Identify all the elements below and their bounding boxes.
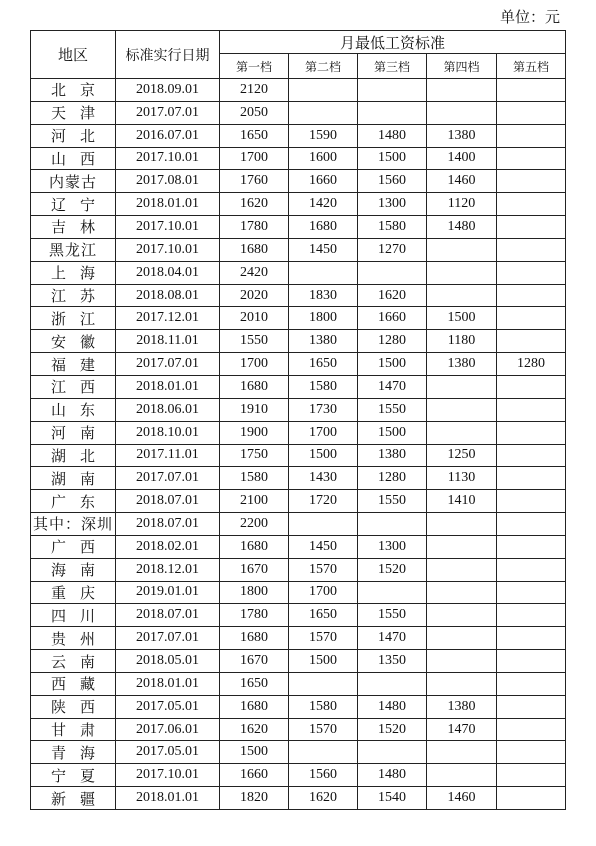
- tier-2-cell: 1650: [289, 604, 358, 627]
- tier-4-cell: [427, 238, 497, 261]
- table-row: [31, 238, 566, 261]
- tier-5-cell: [497, 604, 566, 627]
- table-row: [31, 147, 566, 170]
- tier-4-cell: 1400: [427, 147, 497, 170]
- tier-3-cell: [358, 513, 427, 536]
- tier-1-cell: 1680: [220, 375, 289, 398]
- tier-3-cell: [358, 79, 427, 102]
- tier-1-cell: 1620: [220, 718, 289, 741]
- tier-3-cell: 1620: [358, 284, 427, 307]
- tier-2-cell: 1650: [289, 353, 358, 376]
- tier-5-cell: [497, 741, 566, 764]
- region-cell: 新疆: [31, 787, 116, 810]
- tier-1-cell: 1650: [220, 672, 289, 695]
- region-cell: 安徽: [31, 330, 116, 353]
- tier-3-cell: 1480: [358, 124, 427, 147]
- tier-2-cell: [289, 101, 358, 124]
- table-row: [31, 764, 566, 787]
- tier-3-cell: 1480: [358, 764, 427, 787]
- header-date: 标准实行日期: [116, 31, 220, 79]
- tier-1-cell: 1660: [220, 764, 289, 787]
- date-cell: 2017.08.01: [116, 170, 220, 193]
- tier-2-cell: 1570: [289, 558, 358, 581]
- tier-5-cell: [497, 375, 566, 398]
- tier-3-cell: 1500: [358, 353, 427, 376]
- date-cell: 2017.10.01: [116, 147, 220, 170]
- table-row: [31, 101, 566, 124]
- tier-3-cell: 1550: [358, 604, 427, 627]
- region-cell: 浙江: [31, 307, 116, 330]
- tier-5-cell: [497, 581, 566, 604]
- tier-2-cell: 1450: [289, 535, 358, 558]
- tier-4-cell: [427, 627, 497, 650]
- table-row: [31, 650, 566, 673]
- tier-5-cell: [497, 444, 566, 467]
- tier-2-cell: [289, 261, 358, 284]
- tier-3-cell: 1500: [358, 147, 427, 170]
- date-cell: 2017.12.01: [116, 307, 220, 330]
- tier-4-cell: 1130: [427, 467, 497, 490]
- header-tier-3: 第三档: [358, 54, 427, 79]
- region-cell: 上海: [31, 261, 116, 284]
- date-cell: 2017.07.01: [116, 627, 220, 650]
- date-cell: 2017.07.01: [116, 467, 220, 490]
- tier-2-cell: [289, 741, 358, 764]
- tier-2-cell: 1620: [289, 787, 358, 810]
- tier-1-cell: 1700: [220, 147, 289, 170]
- tier-2-cell: 1500: [289, 650, 358, 673]
- table-row: [31, 558, 566, 581]
- date-cell: 2017.10.01: [116, 216, 220, 239]
- tier-5-cell: [497, 490, 566, 513]
- table-row: [31, 444, 566, 467]
- tier-2-cell: 1380: [289, 330, 358, 353]
- tier-2-cell: 1700: [289, 421, 358, 444]
- tier-4-cell: 1460: [427, 787, 497, 810]
- tier-3-cell: 1470: [358, 627, 427, 650]
- region-cell: 重庆: [31, 581, 116, 604]
- date-cell: 2017.11.01: [116, 444, 220, 467]
- tier-5-cell: [497, 695, 566, 718]
- tier-3-cell: 1560: [358, 170, 427, 193]
- region-cell: 宁夏: [31, 764, 116, 787]
- tier-5-cell: 1280: [497, 353, 566, 376]
- tier-5-cell: [497, 193, 566, 216]
- region-cell: 贵州: [31, 627, 116, 650]
- tier-3-cell: [358, 741, 427, 764]
- tier-5-cell: [497, 307, 566, 330]
- tier-2-cell: [289, 513, 358, 536]
- region-cell: 广东: [31, 490, 116, 513]
- tier-2-cell: 1450: [289, 238, 358, 261]
- tier-3-cell: 1280: [358, 330, 427, 353]
- tier-5-cell: [497, 535, 566, 558]
- tier-3-cell: 1280: [358, 467, 427, 490]
- tier-5-cell: [497, 330, 566, 353]
- tier-2-cell: 1420: [289, 193, 358, 216]
- table-row: [31, 421, 566, 444]
- tier-4-cell: 1380: [427, 695, 497, 718]
- region-cell: 辽宁: [31, 193, 116, 216]
- date-cell: 2018.12.01: [116, 558, 220, 581]
- tier-5-cell: [497, 513, 566, 536]
- tier-3-cell: 1580: [358, 216, 427, 239]
- tier-2-cell: 1730: [289, 398, 358, 421]
- date-cell: 2016.07.01: [116, 124, 220, 147]
- tier-3-cell: 1480: [358, 695, 427, 718]
- tier-1-cell: 1550: [220, 330, 289, 353]
- tier-4-cell: [427, 79, 497, 102]
- tier-1-cell: 1750: [220, 444, 289, 467]
- tier-1-cell: 2100: [220, 490, 289, 513]
- date-cell: 2017.07.01: [116, 353, 220, 376]
- table-row: [31, 604, 566, 627]
- tier-4-cell: 1180: [427, 330, 497, 353]
- tier-4-cell: [427, 101, 497, 124]
- tier-1-cell: 1680: [220, 238, 289, 261]
- tier-4-cell: [427, 650, 497, 673]
- date-cell: 2017.10.01: [116, 764, 220, 787]
- date-cell: 2018.07.01: [116, 604, 220, 627]
- tier-1-cell: 1670: [220, 558, 289, 581]
- table-row: [31, 787, 566, 810]
- tier-3-cell: 1350: [358, 650, 427, 673]
- tier-2-cell: 1580: [289, 375, 358, 398]
- tier-5-cell: [497, 79, 566, 102]
- tier-3-cell: 1550: [358, 490, 427, 513]
- tier-4-cell: [427, 558, 497, 581]
- tier-5-cell: [497, 238, 566, 261]
- tier-2-cell: 1570: [289, 718, 358, 741]
- tier-2-cell: 1580: [289, 695, 358, 718]
- table-header: [31, 31, 566, 79]
- table-row: [31, 695, 566, 718]
- table-row: [31, 79, 566, 102]
- region-cell: 福建: [31, 353, 116, 376]
- date-cell: 2018.02.01: [116, 535, 220, 558]
- tier-2-cell: 1430: [289, 467, 358, 490]
- table-row: [31, 307, 566, 330]
- header-region: 地区: [31, 31, 116, 79]
- tier-3-cell: 1520: [358, 718, 427, 741]
- region-cell: 西藏: [31, 672, 116, 695]
- header-tier-5: 第五档: [497, 54, 566, 79]
- tier-3-cell: 1470: [358, 375, 427, 398]
- tier-4-cell: [427, 375, 497, 398]
- tier-1-cell: 2020: [220, 284, 289, 307]
- region-cell: 云南: [31, 650, 116, 673]
- tier-5-cell: [497, 718, 566, 741]
- tier-1-cell: 1780: [220, 216, 289, 239]
- tier-1-cell: 1620: [220, 193, 289, 216]
- tier-3-cell: 1550: [358, 398, 427, 421]
- region-cell: 陕西: [31, 695, 116, 718]
- date-cell: 2018.01.01: [116, 787, 220, 810]
- region-cell: 江苏: [31, 284, 116, 307]
- tier-3-cell: [358, 581, 427, 604]
- tier-4-cell: [427, 764, 497, 787]
- region-cell: 青海: [31, 741, 116, 764]
- table-row: [31, 627, 566, 650]
- date-cell: 2019.01.01: [116, 581, 220, 604]
- region-cell: 黑龙江: [31, 238, 116, 261]
- region-cell: 甘肃: [31, 718, 116, 741]
- table-body: [31, 79, 566, 810]
- table-row: [31, 398, 566, 421]
- tier-5-cell: [497, 147, 566, 170]
- tier-2-cell: 1720: [289, 490, 358, 513]
- tier-1-cell: 1680: [220, 695, 289, 718]
- tier-1-cell: 1680: [220, 535, 289, 558]
- table-row: [31, 284, 566, 307]
- date-cell: 2018.09.01: [116, 79, 220, 102]
- table-row: [31, 513, 566, 536]
- table-row: [31, 124, 566, 147]
- tier-4-cell: 1250: [427, 444, 497, 467]
- tier-3-cell: 1540: [358, 787, 427, 810]
- tier-5-cell: [497, 764, 566, 787]
- header-standard: 月最低工资标准: [220, 31, 566, 54]
- tier-1-cell: 1500: [220, 741, 289, 764]
- table-row: [31, 490, 566, 513]
- table-row: [31, 330, 566, 353]
- date-cell: 2018.07.01: [116, 490, 220, 513]
- tier-5-cell: [497, 170, 566, 193]
- tier-3-cell: [358, 672, 427, 695]
- tier-2-cell: [289, 79, 358, 102]
- tier-1-cell: 1580: [220, 467, 289, 490]
- tier-3-cell: 1660: [358, 307, 427, 330]
- tier-5-cell: [497, 558, 566, 581]
- tier-1-cell: 2420: [220, 261, 289, 284]
- region-cell: 江西: [31, 375, 116, 398]
- header-tier-4: 第四档: [427, 54, 497, 79]
- tier-2-cell: 1570: [289, 627, 358, 650]
- tier-1-cell: 1760: [220, 170, 289, 193]
- tier-1-cell: 2200: [220, 513, 289, 536]
- header-tier-1: 第一档: [220, 54, 289, 79]
- date-cell: 2018.01.01: [116, 672, 220, 695]
- region-cell: 北京: [31, 79, 116, 102]
- region-cell: 湖北: [31, 444, 116, 467]
- table-row: [31, 741, 566, 764]
- date-cell: 2018.06.01: [116, 398, 220, 421]
- minimum-wage-table: [30, 30, 566, 810]
- tier-5-cell: [497, 421, 566, 444]
- date-cell: 2018.08.01: [116, 284, 220, 307]
- tier-1-cell: 1700: [220, 353, 289, 376]
- tier-5-cell: [497, 284, 566, 307]
- table-row: [31, 467, 566, 490]
- tier-3-cell: 1520: [358, 558, 427, 581]
- tier-4-cell: [427, 604, 497, 627]
- tier-5-cell: [497, 627, 566, 650]
- tier-2-cell: 1830: [289, 284, 358, 307]
- tier-4-cell: 1410: [427, 490, 497, 513]
- date-cell: 2017.06.01: [116, 718, 220, 741]
- tier-3-cell: 1500: [358, 421, 427, 444]
- tier-2-cell: 1590: [289, 124, 358, 147]
- table-row: [31, 216, 566, 239]
- tier-5-cell: [497, 261, 566, 284]
- unit-label: 单位：元: [499, 8, 560, 26]
- table-row: [31, 193, 566, 216]
- tier-1-cell: 1680: [220, 627, 289, 650]
- table-row: [31, 353, 566, 376]
- tier-1-cell: 2050: [220, 101, 289, 124]
- tier-4-cell: [427, 741, 497, 764]
- tier-2-cell: [289, 672, 358, 695]
- tier-4-cell: 1480: [427, 216, 497, 239]
- tier-5-cell: [497, 672, 566, 695]
- tier-4-cell: [427, 284, 497, 307]
- table-row: [31, 261, 566, 284]
- tier-1-cell: 2010: [220, 307, 289, 330]
- tier-4-cell: 1380: [427, 124, 497, 147]
- tier-5-cell: [497, 787, 566, 810]
- tier-3-cell: 1270: [358, 238, 427, 261]
- region-cell: 天津: [31, 101, 116, 124]
- date-cell: 2018.05.01: [116, 650, 220, 673]
- tier-5-cell: [497, 216, 566, 239]
- tier-4-cell: 1380: [427, 353, 497, 376]
- tier-5-cell: [497, 650, 566, 673]
- tier-4-cell: 1470: [427, 718, 497, 741]
- region-cell: 河南: [31, 421, 116, 444]
- tier-4-cell: [427, 398, 497, 421]
- tier-5-cell: [497, 467, 566, 490]
- tier-3-cell: 1380: [358, 444, 427, 467]
- tier-3-cell: 1300: [358, 535, 427, 558]
- tier-1-cell: 1670: [220, 650, 289, 673]
- region-cell: 广西: [31, 535, 116, 558]
- table-row: [31, 375, 566, 398]
- header-tier-2: 第二档: [289, 54, 358, 79]
- date-cell: 2018.11.01: [116, 330, 220, 353]
- table-row: [31, 535, 566, 558]
- tier-4-cell: [427, 672, 497, 695]
- region-cell: 山西: [31, 147, 116, 170]
- table-row: [31, 718, 566, 741]
- table-row: [31, 581, 566, 604]
- tier-1-cell: 1910: [220, 398, 289, 421]
- region-cell: 内蒙古: [31, 170, 116, 193]
- tier-1-cell: 1900: [220, 421, 289, 444]
- tier-2-cell: 1680: [289, 216, 358, 239]
- tier-2-cell: 1700: [289, 581, 358, 604]
- tier-4-cell: [427, 581, 497, 604]
- date-cell: 2017.07.01: [116, 101, 220, 124]
- tier-1-cell: 1650: [220, 124, 289, 147]
- tier-5-cell: [497, 398, 566, 421]
- region-cell: 湖南: [31, 467, 116, 490]
- tier-4-cell: [427, 421, 497, 444]
- tier-1-cell: 1780: [220, 604, 289, 627]
- table-row: [31, 170, 566, 193]
- tier-4-cell: 1500: [427, 307, 497, 330]
- tier-3-cell: 1300: [358, 193, 427, 216]
- tier-2-cell: 1660: [289, 170, 358, 193]
- tier-4-cell: [427, 513, 497, 536]
- region-cell: 其中：深圳: [31, 513, 116, 536]
- tier-1-cell: 2120: [220, 79, 289, 102]
- date-cell: 2018.04.01: [116, 261, 220, 284]
- tier-3-cell: [358, 101, 427, 124]
- tier-3-cell: [358, 261, 427, 284]
- region-cell: 海南: [31, 558, 116, 581]
- table-row: [31, 672, 566, 695]
- date-cell: 2018.01.01: [116, 375, 220, 398]
- tier-2-cell: 1560: [289, 764, 358, 787]
- tier-4-cell: [427, 261, 497, 284]
- date-cell: 2017.05.01: [116, 741, 220, 764]
- tier-4-cell: 1120: [427, 193, 497, 216]
- tier-1-cell: 1820: [220, 787, 289, 810]
- tier-2-cell: 1800: [289, 307, 358, 330]
- date-cell: 2018.01.01: [116, 193, 220, 216]
- region-cell: 河北: [31, 124, 116, 147]
- date-cell: 2018.07.01: [116, 513, 220, 536]
- tier-5-cell: [497, 101, 566, 124]
- date-cell: 2018.10.01: [116, 421, 220, 444]
- date-cell: 2017.05.01: [116, 695, 220, 718]
- region-cell: 山东: [31, 398, 116, 421]
- tier-5-cell: [497, 124, 566, 147]
- region-cell: 四川: [31, 604, 116, 627]
- tier-2-cell: 1600: [289, 147, 358, 170]
- tier-4-cell: [427, 535, 497, 558]
- region-cell: 吉林: [31, 216, 116, 239]
- tier-1-cell: 1800: [220, 581, 289, 604]
- date-cell: 2017.10.01: [116, 238, 220, 261]
- tier-4-cell: 1460: [427, 170, 497, 193]
- tier-2-cell: 1500: [289, 444, 358, 467]
